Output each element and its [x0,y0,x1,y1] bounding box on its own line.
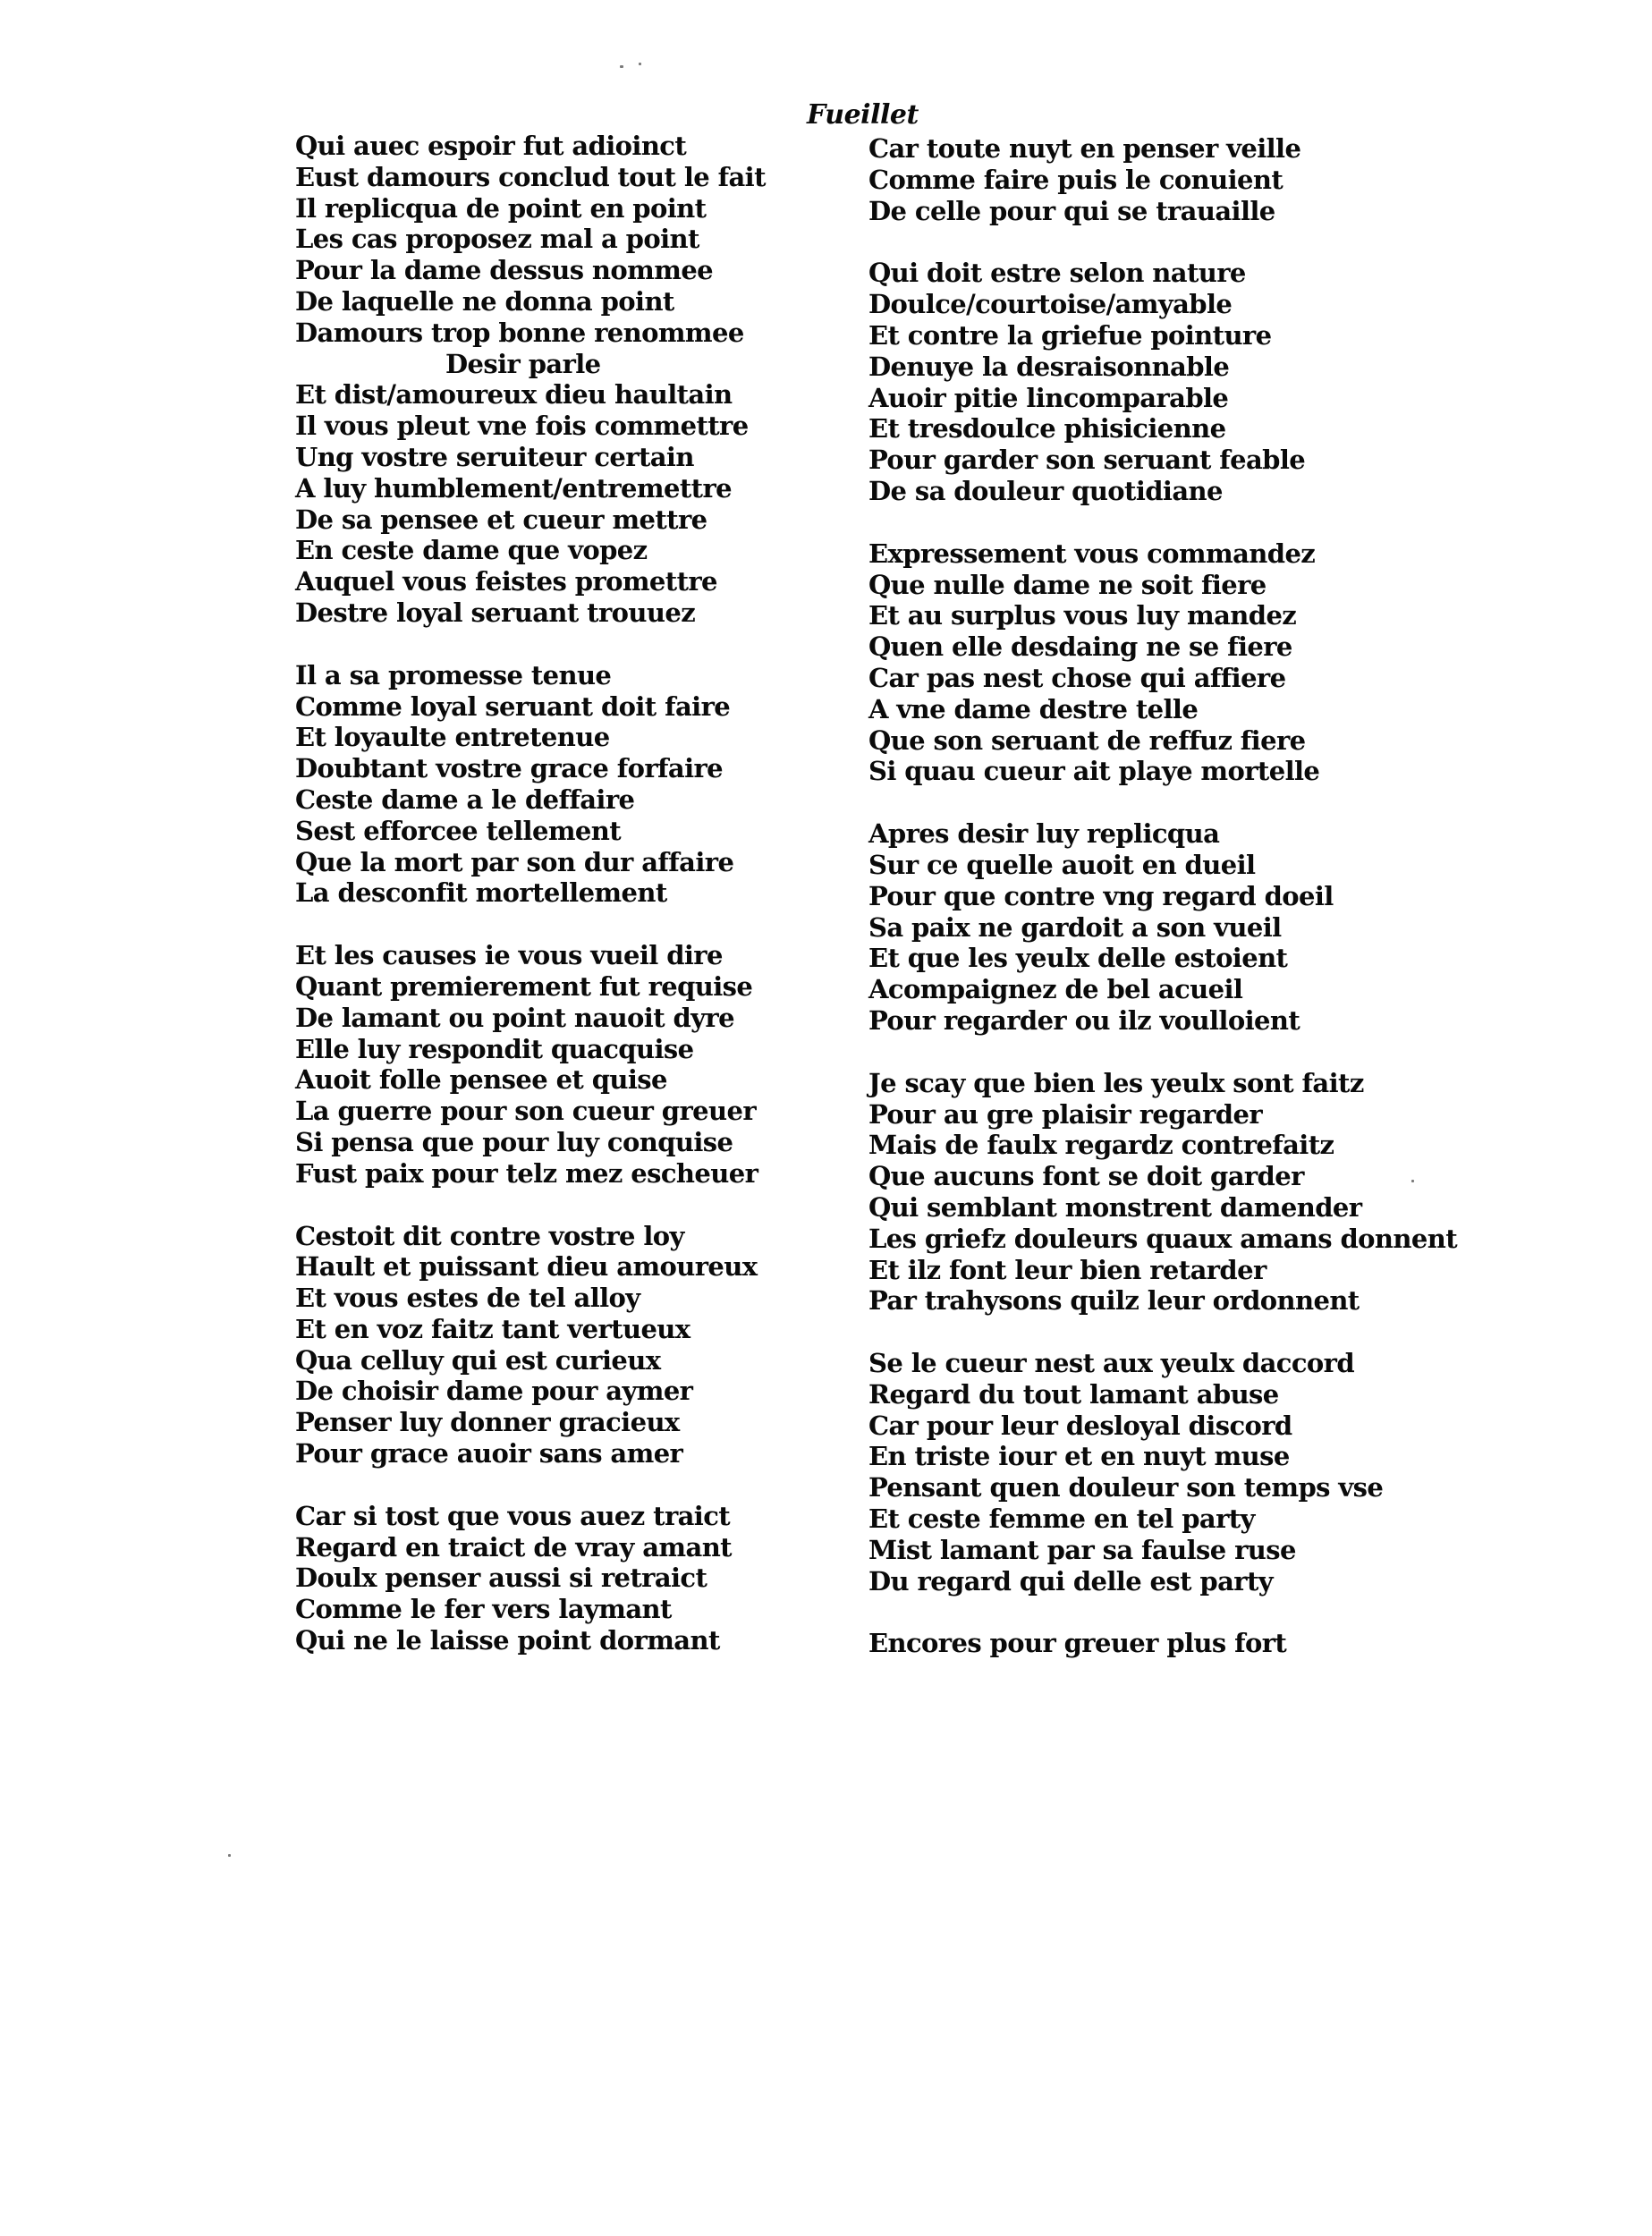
verse-line: Et tresdoulce phisicienne [868,413,1226,445]
verse-line: Si pensa que pour luy conquise [295,1126,733,1157]
verse-line: Pour regarder ou ilz voulloient [868,1004,1300,1036]
verse-line: La desconfit mortellement [295,877,667,909]
verse-line: En ceste dame que vopez [295,535,648,566]
verse-line: Denuye la desraisonnable [868,351,1230,382]
verse-line: Damours trop bonne renommee [295,317,744,348]
verse-line: Se le cueur nest aux yeulx daccord [868,1348,1354,1379]
verse-line: Mist lamant par sa faulse ruse [868,1534,1296,1565]
verse-line: Comme loyal seruant doit faire [295,690,731,722]
verse-line: Ceste dame a le deffaire [295,783,635,815]
verse-line: Car pour leur desloyal discord [868,1410,1292,1441]
verse-line: Et loyaulte entretenue [295,722,610,753]
verse-line: Je scay que bien les yeulx sont faitz [868,1067,1364,1098]
stanza [868,258,1602,506]
verse-line: De sa douleur quotidiane [868,475,1223,506]
verse-line: Doulce/courtoise/amyable [868,289,1233,320]
verse-line: Quant premierement fut requise [295,970,753,1002]
verse-line: Par trahysons quilz leur ordonnent [868,1285,1360,1317]
verse-line: Et en voz faitz tant vertueux [295,1313,690,1344]
verse-line: Sa paix ne gardoit a son vueil [868,911,1282,943]
verse-line: Qui ne le laisse point dormant [295,1625,720,1656]
verse-line: Sur ce quelle auoit en dueil [868,849,1256,880]
verse-line: Fust paix pour telz mez escheuer [295,1157,758,1189]
verse-line: Qui doit estre selon nature [868,258,1246,289]
speaker-rubric: Desir parle [445,348,601,379]
verse-line: Eust damours conclud tout le fait [295,161,766,192]
verse-line: Il a sa promesse tenue [295,659,612,690]
verse-line: Qua celluy qui est curieux [295,1344,661,1376]
verse-line: De lamant ou point nauoit dyre [295,1002,734,1033]
verse-line: Car toute nuyt en penser veille [868,133,1301,164]
verse-line: Acompaignez de bel acueil [868,974,1243,1005]
verse-line: Pour la dame dessus nommee [295,255,714,286]
verse-line: Que aucuns font se doit garder [868,1161,1304,1192]
verse-line: Et que les yeulx delle estoient [868,943,1288,974]
stanza [868,538,1602,787]
verse-line: Doulx penser aussi si retraict [295,1563,707,1594]
verse-line: Auoit folle pensee et quise [295,1064,667,1096]
verse-line: Auquel vous feistes promettre [295,566,717,597]
verse-line: Hault et puissant dieu amoureux [295,1251,758,1283]
verse-line: Et au surplus vous luy mandez [868,600,1297,631]
verse-line: A vne dame destre telle [868,693,1199,724]
stanza [868,818,1602,1037]
verse-line: Et vous estes de tel alloy [295,1283,640,1314]
stanza [868,1628,1602,1659]
verse-line: Car pas nest chose qui affiere [868,662,1286,693]
verse-line: Pour garder son seruant feable [868,445,1306,476]
verse-line: Et ceste femme en tel party [868,1503,1255,1535]
verse-line: Regard en traict de vray amant [295,1531,732,1563]
verse-line: Et les causes ie vous vueil dire [295,940,723,971]
verse-line: Auoir pitie lincomparable [868,382,1229,413]
verse-line: Pour au gre plaisir regarder [868,1098,1263,1130]
verse-line: Quen elle desdaing ne se fiere [868,631,1292,663]
verse-line: Ung vostre seruiteur certain [295,441,694,472]
verse-line: Cestoit dit contre vostre loy [295,1220,684,1251]
verse-line: Comme le fer vers laymant [295,1594,672,1625]
verse-line: Mais de faulx regardz contrefaitz [868,1130,1334,1161]
stanza [868,1068,1602,1317]
folio-header: Fueillet [807,99,919,131]
verse-line: Et dist/amoureux dieu haultain [295,379,733,411]
verse-line: A luy humblement/entremettre [295,472,732,504]
verse-line: De choisir dame pour aymer [295,1376,693,1407]
verse-line: En triste iour et en nuyt muse [868,1441,1290,1472]
stanza [868,133,1602,226]
verse-line: Si quau cueur ait playe mortelle [868,756,1320,787]
verse-line: Doubtant vostre grace forfaire [295,753,724,784]
verse-line: Comme faire puis le conuient [868,164,1283,195]
verse-line: Qui semblant monstrent damender [868,1191,1362,1223]
verse-line: Les cas proposez mal a point [295,224,699,255]
verse-line: Il replicqua de point en point [295,192,707,224]
print-speck [620,65,623,68]
verse-line: Expressement vous commandez [868,538,1316,569]
right-verse-column [868,133,1602,1659]
verse-line: Et contre la griefue pointure [868,319,1272,351]
verse-line: Sest efforcee tellement [295,815,622,846]
verse-line: La guerre pour son cueur greuer [295,1096,756,1127]
verse-line: Apres desir luy replicqua [868,818,1220,850]
verse-line: Il vous pleut vne fois commettre [295,411,749,442]
verse-line: Encores pour greuer plus fort [868,1628,1287,1659]
verse-line: Pour que contre vng regard doeil [868,880,1334,911]
verse-line: Que la mort par son dur affaire [295,846,734,877]
verse-line: Qui auec espoir fut adioinct [295,131,687,161]
stanza [868,1348,1602,1597]
verse-line: Destre loyal seruant trouuez [295,597,696,628]
verse-line: De sa pensee et cueur mettre [295,504,707,535]
verse-line: Car si tost que vous auez traict [295,1500,731,1531]
print-speck [228,1854,231,1857]
verse-line: Pour grace auoir sans amer [295,1438,683,1469]
verse-line: Regard du tout lamant abuse [868,1378,1279,1410]
verse-line: Elle luy respondit quacquise [295,1033,694,1064]
verse-line: Du regard qui delle est party [868,1565,1274,1597]
verse-line: Que son seruant de reffuz fiere [868,724,1306,756]
verse-line: Et ilz font leur bien retarder [868,1254,1267,1285]
verse-line: Pensant quen douleur son temps vse [868,1472,1384,1503]
print-speck [639,63,641,65]
verse-line: Penser luy donner gracieux [295,1407,680,1438]
verse-line: De laquelle ne donna point [295,285,674,317]
verse-line: Que nulle dame ne soit fiere [868,569,1267,600]
verse-line: Les griefz douleurs quaux amans donnent [868,1223,1458,1254]
verse-line: De celle pour qui se trauaille [868,195,1275,226]
